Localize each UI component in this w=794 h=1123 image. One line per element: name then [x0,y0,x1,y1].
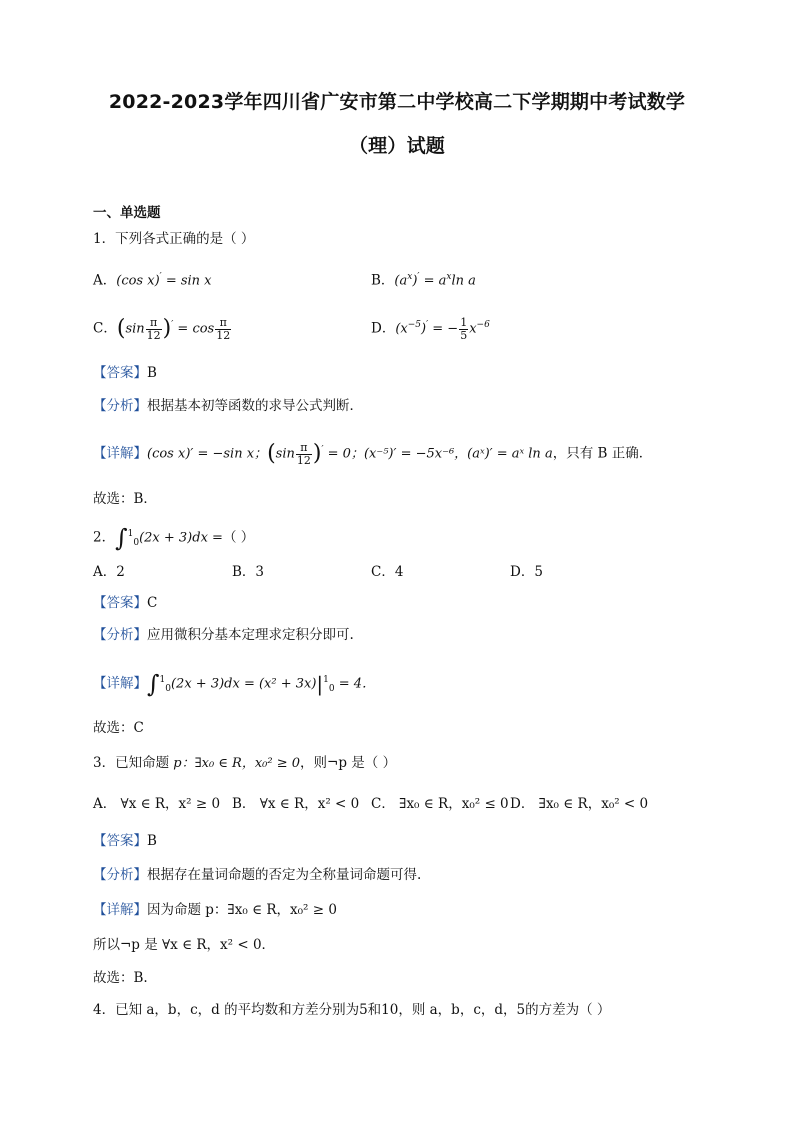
conclusion: 故选：B. [93,970,148,986]
section-heading: 一、单选题 [93,205,161,221]
option-a: A．(cos x)′ = sin x [93,272,212,289]
answer: 【答案】C [93,595,158,611]
question-stem: 3．已知命题 p：∃x₀ ∈ R，x₀² ≥ 0，则¬p 是（ ） [93,755,397,771]
option-d: D．5 [510,564,543,580]
question-stem: 2．∫$^1_0$(2x + 3)dx =（ ） [93,524,255,552]
answer: 【答案】B [93,833,157,849]
option-a: A． ∀x ∈ R，x² ≥ 0 [93,796,221,812]
detail-continued: 所以¬p 是 ∀x ∈ R，x² < 0． [93,937,276,953]
analysis: 【分析】根据存在量词命题的否定为全称量词命题可得. [93,867,422,883]
option-c: C．(sin $\frac{\pi}{12}$ )′ = cos $\frac{\pi}{12}$ [93,315,231,342]
detail: 【详解】(cos x)′ = −sin x；(sin $\frac{\pi}{12}$ )′ = 0；(x⁻⁵)′ = −5x⁻⁶，(aˣ)′ = aˣ ln a，只有 B 正确． [93,440,653,467]
option-c: C． ∃x₀ ∈ R，x₀² ≤ 0 [371,796,509,812]
analysis: 【分析】根据基本初等函数的求导公式判断． [93,398,363,414]
analysis: 【分析】应用微积分基本定理求定积分即可. [93,627,354,643]
question-stem: 1．下列各式正确的是（ ） [93,231,255,247]
detail: 【详解】$\int^1_0(2x + 3)dx = (x^2 + 3x)|^1_0 = 4$． [93,670,376,698]
title-line-1: 2022-2023学年四川省广安市第二中学校高二下学期期中考试数学 [108,91,686,113]
conclusion: 故选：B． [93,491,157,507]
conclusion: 故选：C [93,720,144,736]
option-b: B．$(a^x)' = a^x\ln$ a [371,272,476,289]
option-c: C．4 [371,564,404,580]
option-d: D．$(x^{-5})'$ = − $\frac{1}{5}$ $x^{-6}$ [371,315,490,342]
option-b: B．3 [232,564,265,580]
detail: 【详解】因为命题 p：∃x₀ ∈ R，x₀² ≥ 0 [93,902,337,918]
option-a: A．2 [93,564,125,580]
title-line-2: （理）试题 [348,135,445,157]
answer: 【答案】B [93,365,157,381]
option-b: B． ∀x ∈ R，x² < 0 [232,796,360,812]
question-stem: 4．已知 a，b，c，d 的平均数和方差分别为5和10，则 a，b，c，d，5的方差为（ ） [93,1002,611,1018]
option-d: D． ∃x₀ ∈ R，x₀² < 0 [510,796,649,812]
